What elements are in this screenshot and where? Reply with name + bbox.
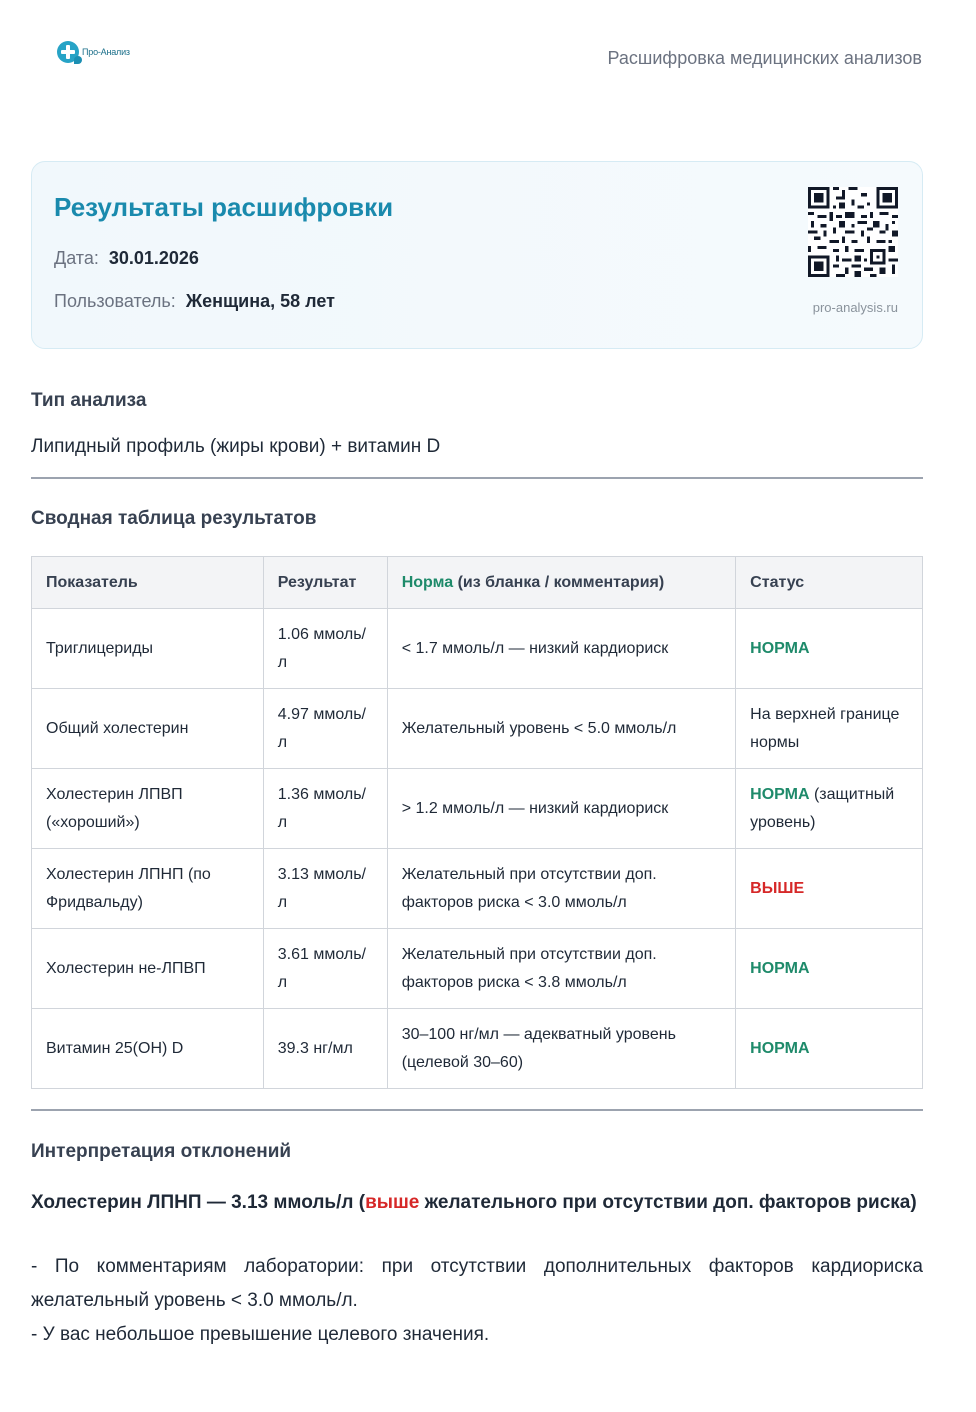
analysis-type-value: Липидный профиль (жиры крови) + витамин D [31,436,441,457]
divider [31,477,923,479]
user-value: Женщина, 58 лет [185,291,335,311]
column-header-indicator: Показатель [32,557,264,609]
page-header [0,0,976,100]
table-header-row [32,557,923,609]
cell-indicator: Холестерин не-ЛПВП [32,929,264,1009]
table-row [32,609,923,689]
table-row [32,769,923,849]
deviation-flag: выше [365,1192,420,1213]
status-badge: ВЫШЕ [750,879,805,897]
user-row [54,291,335,312]
status-note: (защитный уровень) [750,785,895,831]
header-title: Расшифровка медицинских анализов [607,48,922,68]
status-badge: НОРМА [750,785,810,803]
cell-indicator: Общий холестерин [32,689,264,769]
user-label: Пользователь: [54,291,176,311]
cell-indicator: Холестерин ЛПНП (по Фридвальду) [32,849,264,929]
interpretation-heading: Интерпретация отклонений [31,1141,292,1162]
cell-status [736,769,923,849]
table-row [32,1009,923,1089]
table-row [32,929,923,1009]
column-header-norm [387,557,735,609]
status-badge: НОРМА [750,1039,810,1057]
status-badge: НОРМА [750,959,810,977]
cell-status [736,849,923,929]
cell-result: 39.3 нг/мл [263,1009,387,1089]
results-title: Результаты расшифровки [54,192,394,222]
logo[interactable] [57,41,130,63]
column-header-status: Статус [736,557,923,609]
cell-status [736,689,923,769]
logo-text: Про-Анализ [82,47,130,57]
cell-norm: > 1.2 ммоль/л — низкий кардиориск [387,769,735,849]
cell-indicator: Витамин 25(OH) D [32,1009,264,1089]
cell-norm: Желательный при отсутствии доп. факторов риска < 3.0 ммоль/л [387,849,735,929]
cell-indicator: Триглицериды [32,609,264,689]
qr-code-icon[interactable] [808,187,898,277]
deviation-title [31,1186,923,1220]
medical-cross-logo-icon [57,41,79,63]
status-text: На верхней границе нормы [750,705,900,751]
deviation-title-end: желательного при отсутствии доп. факторов риска) [419,1192,917,1213]
cell-status [736,1009,923,1089]
divider [31,1109,923,1111]
deviation-title-start: Холестерин ЛПНП — 3.13 ммоль/л ( [31,1192,366,1213]
norm-label: Норма [401,573,454,591]
results-card [31,161,923,349]
table-row [32,849,923,929]
cell-norm: 30–100 нг/мл — адекватный уровень (целевой 30–60) [387,1009,735,1089]
status-badge: НОРМА [750,639,810,657]
table-row [32,689,923,769]
cell-norm: Желательный при отсутствии доп. факторов риска < 3.8 ммоль/л [387,929,735,1009]
cell-result: 3.13 ммоль/л [263,849,387,929]
interpretation-line: - По комментариям лаборатории: при отсутствии дополнительных факторов кардиориска желательный уровень < 3.0 ммоль/л. [31,1256,923,1311]
column-header-result: Результат [263,557,387,609]
cell-result: 4.97 ммоль/л [263,689,387,769]
interpretation-line: - У вас небольшое превышение целевого значения. [31,1324,490,1345]
summary-heading: Сводная таблица результатов [31,508,317,529]
results-table [31,556,923,1089]
cell-result: 1.36 ммоль/л [263,769,387,849]
cell-result: 3.61 ммоль/л [263,929,387,1009]
site-url[interactable]: pro-analysis.ru [812,300,898,315]
cell-result: 1.06 ммоль/л [263,609,387,689]
cell-norm: Желательный уровень < 5.0 ммоль/л [387,689,735,769]
date-row [54,248,199,269]
analysis-type-heading: Тип анализа [31,390,147,411]
cell-status [736,609,923,689]
norm-label-suffix: (из бланка / комментария) [453,573,665,591]
cell-status [736,929,923,1009]
cell-norm: < 1.7 ммоль/л — низкий кардиориск [387,609,735,689]
date-label: Дата: [54,248,99,268]
date-value: 30.01.2026 [108,248,199,268]
cell-indicator: Холестерин ЛПВП («хороший») [32,769,264,849]
